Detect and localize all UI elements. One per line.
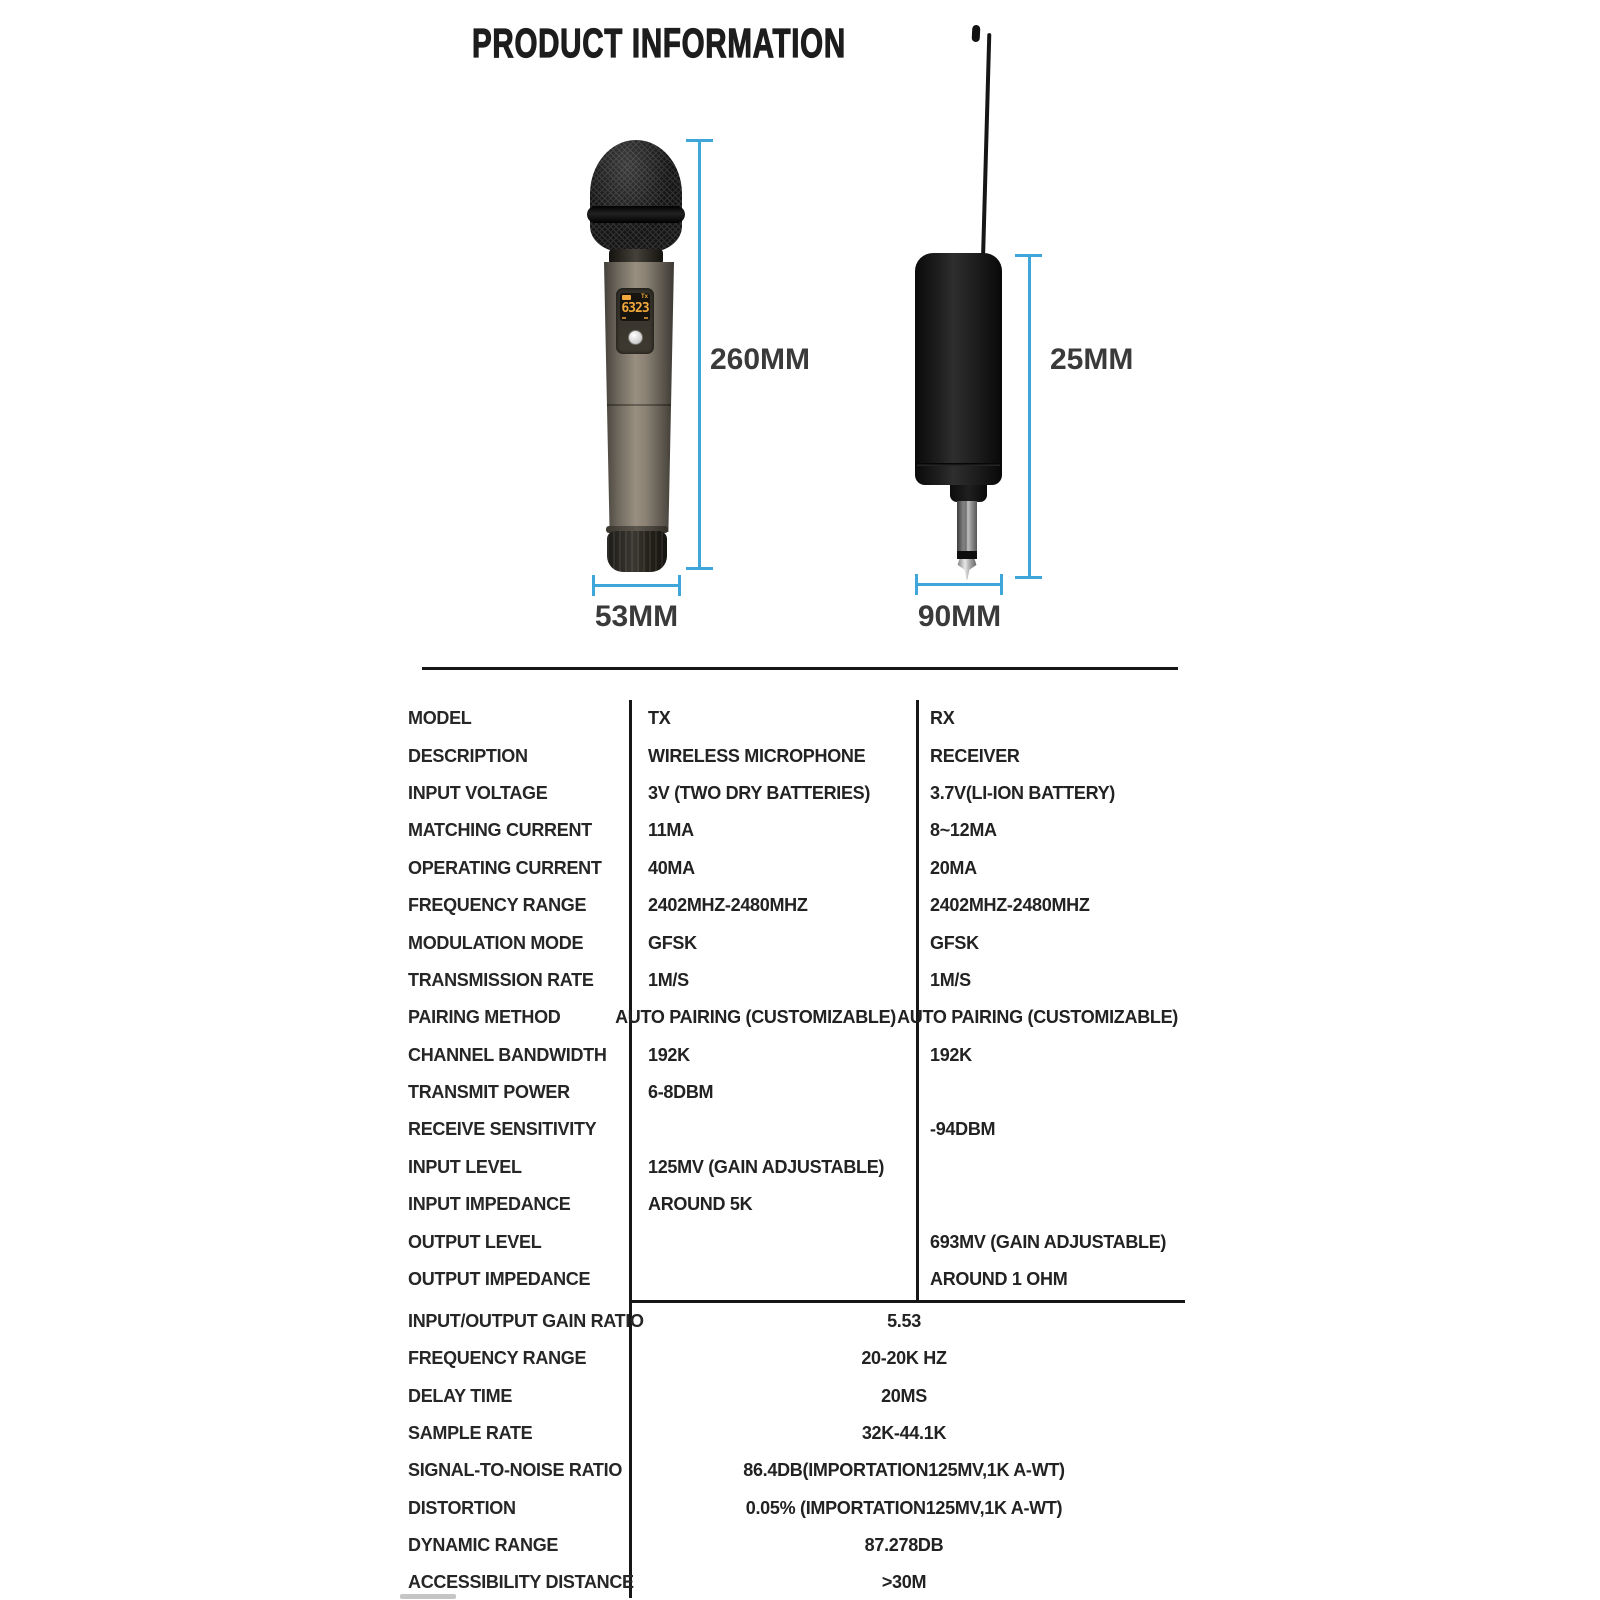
spec-value-tx: 6-8DBM: [648, 1082, 714, 1103]
spec-row: [408, 1074, 1178, 1111]
spec-value: 87.278DB: [864, 1534, 944, 1555]
page-title: PRODUCT INFORMATION: [472, 20, 846, 66]
spec-row: [408, 775, 1178, 812]
spec-value: 0.05% (IMPORTATION125MV,1K A-WT): [745, 1497, 1063, 1518]
spec-row: [408, 737, 1178, 774]
receiver-body-seam: [917, 463, 1000, 466]
spec-label: RECEIVE SENSITIVITY: [408, 1119, 597, 1140]
spec-label: FREQUENCY RANGE: [408, 1348, 587, 1369]
spec-value-tx: 2402MHZ-2480MHZ: [648, 895, 808, 916]
mic-diameter-label: 53MM: [594, 600, 679, 633]
spec-label: TRANSMISSION RATE: [408, 969, 594, 990]
receiver-width-dimension-line: [915, 583, 1003, 586]
spec-value-tx: TX: [648, 708, 671, 729]
microphone-grille: [590, 140, 682, 252]
spec-label: SAMPLE RATE: [408, 1423, 533, 1444]
mic-height-label: 260MM: [710, 343, 811, 376]
spec-value-rx: AROUND 1 OHM: [930, 1269, 1068, 1290]
spec-row: [408, 1303, 1178, 1340]
spec-value-tx: AROUND 5K: [648, 1194, 753, 1215]
spec-value-rx: AUTO PAIRING (CUSTOMIZABLE): [897, 1007, 1178, 1028]
spec-row: [408, 1378, 1178, 1415]
spec-label: INPUT VOLTAGE: [408, 782, 548, 803]
spec-value-tx: 3V (TWO DRY BATTERIES): [648, 782, 871, 803]
spec-label: DISTORTION: [408, 1497, 516, 1518]
receiver-width-cap-left: [915, 574, 918, 595]
spec-value-rx: 1M/S: [930, 969, 971, 990]
spec-value-rx: -94DBM: [930, 1119, 996, 1140]
spec-row: [408, 812, 1178, 849]
spec-label: DELAY TIME: [408, 1385, 513, 1406]
jack-plug-ring: [957, 551, 977, 559]
spec-label: OUTPUT LEVEL: [408, 1231, 542, 1252]
spec-value: 5.53: [887, 1311, 921, 1332]
spec-label: MODULATION MODE: [408, 932, 584, 953]
receiver-height-label: 25MM: [1050, 343, 1134, 376]
jack-plug-shaft: [957, 501, 977, 551]
spec-label: DESCRIPTION: [408, 745, 528, 766]
spec-value-rx: 693MV (GAIN ADJUSTABLE): [930, 1231, 1167, 1252]
spec-row: [408, 1261, 1178, 1298]
lcd-tick-left: [622, 317, 626, 319]
spec-value-tx: GFSK: [648, 932, 697, 953]
lcd-display: [620, 293, 650, 321]
spec-row: [408, 1489, 1178, 1526]
spec-value-tx: 125MV (GAIN ADJUSTABLE): [648, 1156, 885, 1177]
mic-diameter-dimension-line: [592, 584, 681, 587]
spec-row: [408, 1340, 1178, 1377]
spec-value-tx: WIRELESS MICROPHONE: [648, 745, 866, 766]
spec-label: MODEL: [408, 708, 472, 729]
spec-row: [408, 1223, 1178, 1260]
spec-label: INPUT/OUTPUT GAIN RATIO: [408, 1311, 644, 1332]
spec-value-tx: AUTO PAIRING (CUSTOMIZABLE): [615, 1007, 896, 1028]
receiver-neck: [950, 485, 987, 502]
spec-row: [408, 1186, 1178, 1223]
spec-rows: [408, 700, 1178, 1298]
spec-row: [408, 962, 1178, 999]
antenna-tip: [972, 25, 981, 42]
mic-diameter-cap-right: [678, 575, 681, 596]
spec-value-tx: 11MA: [648, 820, 694, 841]
receiver-height-dimension-line: [1028, 256, 1031, 578]
spec-label: MATCHING CURRENT: [408, 820, 592, 841]
spec-label: INPUT LEVEL: [408, 1156, 522, 1177]
spec-label: PAIRING METHOD: [408, 1007, 561, 1028]
spec-value: >30M: [881, 1572, 927, 1593]
spec-label: ACCESSIBILITY DISTANCE: [408, 1572, 634, 1593]
spec-value-rx: RX: [930, 708, 955, 729]
jack-plug-tip: [957, 559, 977, 580]
mic-height-dimension-cap-bottom: [686, 567, 713, 570]
receiver-body: [915, 253, 1002, 485]
spec-value: 20-20K HZ: [861, 1348, 947, 1369]
power-button: [628, 330, 643, 345]
spec-value-tx: 192K: [648, 1044, 690, 1065]
spec-row: [408, 1415, 1178, 1452]
spec-table: [408, 667, 1178, 1600]
spec-row: [408, 999, 1178, 1036]
lcd-tx-badge: Tx: [640, 294, 648, 300]
spec-label: TRANSMIT POWER: [408, 1082, 570, 1103]
spec-row: [408, 1149, 1178, 1186]
spec-label: DYNAMIC RANGE: [408, 1534, 559, 1555]
spec-value: 86.4DB(IMPORTATION125MV,1K A-WT): [743, 1460, 1065, 1481]
receiver-width-label: 90MM: [917, 600, 1002, 633]
antenna: [981, 33, 991, 259]
spec-value-rx: 3.7V(LI-ION BATTERY): [930, 782, 1116, 803]
spec-value: 32K-44.1K: [861, 1423, 947, 1444]
receiver-height-cap-bottom: [1015, 576, 1042, 579]
spec-row: [408, 850, 1178, 887]
spec-value-rx: 192K: [930, 1044, 972, 1065]
spec-value-rx: RECEIVER: [930, 745, 1020, 766]
image-cutoff-artifact: [400, 1594, 456, 1599]
spec-row: [408, 1527, 1178, 1564]
spec-value-rx: 20MA: [930, 857, 977, 878]
spec-row: [408, 1452, 1178, 1489]
lcd-tick-right: [644, 317, 648, 319]
microphone-body-seam: [607, 404, 671, 406]
spec-value-rx: 2402MHZ-2480MHZ: [930, 895, 1090, 916]
spec-value-tx: 40MA: [648, 857, 695, 878]
spec-label: FREQUENCY RANGE: [408, 895, 587, 916]
microphone-grille-band: [587, 206, 685, 223]
spec-value-rx: GFSK: [930, 932, 979, 953]
spec-value-rx: 8~12MA: [930, 820, 997, 841]
receiver-height-cap-top: [1015, 254, 1042, 257]
mic-height-dimension-cap-top: [686, 139, 713, 142]
spec-label: OUTPUT IMPEDANCE: [408, 1269, 591, 1290]
mic-diameter-cap-left: [592, 575, 595, 596]
spec-row: [408, 1111, 1178, 1148]
spec-label: CHANNEL BANDWIDTH: [408, 1044, 607, 1065]
lcd-frequency-digits: 6323: [621, 301, 649, 316]
spec-label: INPUT IMPEDANCE: [408, 1194, 571, 1215]
spec-row: [408, 700, 1178, 737]
spec-merged-rows: [408, 1303, 1178, 1600]
spec-value: 20MS: [881, 1385, 927, 1406]
microphone-bottom-cap: [607, 531, 667, 572]
mic-height-dimension-line: [698, 141, 701, 569]
spec-row: [408, 1564, 1178, 1600]
spec-row: [408, 887, 1178, 924]
spec-label: OPERATING CURRENT: [408, 857, 602, 878]
spec-row: [408, 924, 1178, 961]
table-top-rule: [422, 667, 1178, 670]
spec-value-tx: 1M/S: [648, 969, 689, 990]
spec-label: SIGNAL-TO-NOISE RATIO: [408, 1460, 623, 1481]
battery-icon: [622, 295, 631, 300]
spec-row: [408, 1037, 1178, 1074]
receiver-width-cap-right: [1000, 574, 1003, 595]
